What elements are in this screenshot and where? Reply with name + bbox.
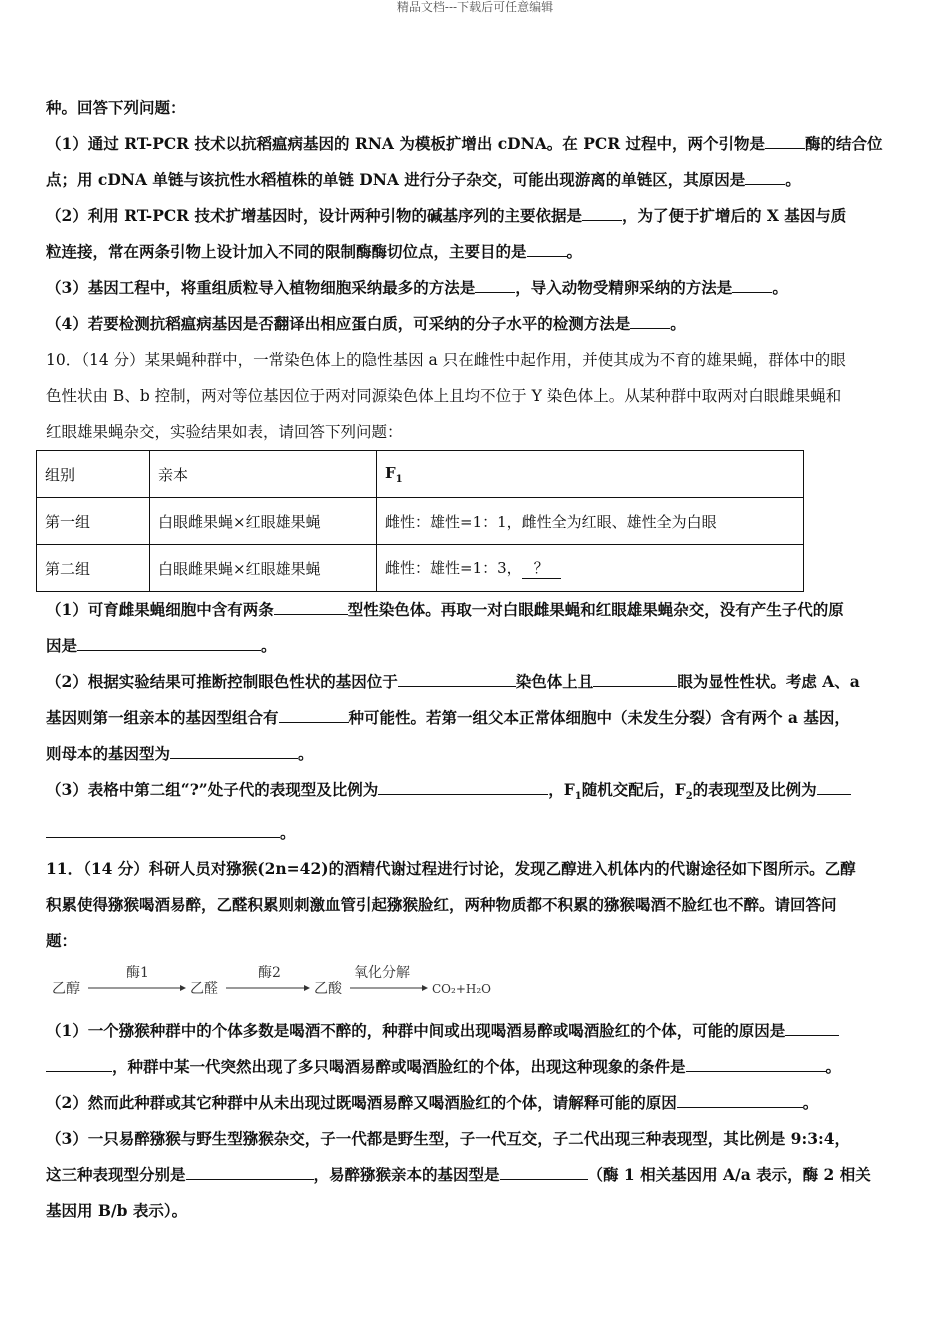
table-cell: 雌性：雄性=1：1，雌性全为红眼、雄性全为白眼 [377, 498, 804, 545]
q10-part3-cont: 。 [46, 815, 908, 851]
table-cell: 白眼雌果蝇×红眼雄果蝇 [150, 545, 377, 592]
page-header: 精品文档---下载后可任意编辑 [396, 0, 554, 14]
question-mark-blank: ？ [522, 557, 561, 579]
q10-part1: （1）可育雌果蝇细胞中含有两条 型性染色体。再取一对白眼雌果蝇和红眼雄果蝇杂交，没有产生子代的原 [46, 600, 844, 619]
pathway-label: 酶2 [258, 965, 281, 982]
table-row [37, 498, 804, 545]
pathway-node: CO₂+H₂O [432, 982, 491, 997]
q11-part3-cont: 这三种表现型分别是 ，易醉猕猴亲本的基因型是 （酶 1 相关基因用 A/a 表示，酶 2 相关 [46, 1165, 871, 1185]
q10-stem-3: 红眼雄果蝇杂交，实验结果如表，请回答下列问题： [46, 423, 403, 441]
pathway-node: 乙酸 [314, 981, 342, 998]
q10-part1-cont: 因是 。 [46, 636, 277, 655]
blank[interactable] [677, 1107, 803, 1108]
q11-part1: （1）一个猕猴种群中的个体多数是喝酒不醉的，种群中间或出现喝酒易醉或喝酒脸红的个体，可能的原因是 [46, 1013, 908, 1049]
table-header-cell: 亲本 [150, 451, 377, 498]
table-header-cell: 组别 [37, 451, 150, 498]
q9-part2: （2）利用 RT-PCR 技术扩增基因时，设计两种引物的碱基序列的主要依据是 ，为了便于扩增后的 X 基因与质 [46, 206, 847, 225]
q10-part2-cont: 基因则第一组亲本的基因型组合有 种可能性。若第一组父本正常体细胞中（未发生分裂）含有两个 a 基因， [46, 708, 850, 727]
table-cell: 第一组 [37, 498, 150, 545]
q9-part2-cont: 粒连接，常在两条引物上设计加入不同的限制酶酶切位点，主要目的是 。 [46, 242, 583, 261]
q11-part3: （3）一只易醉猕猴与野生型猕猴杂交，子一代都是野生型，子一代互交，子二代出现三种表现型，其比例是 9:3:4， [46, 1129, 850, 1149]
table-row [37, 545, 804, 592]
results-table [36, 450, 804, 592]
blank[interactable] [274, 614, 348, 615]
blank[interactable] [46, 1071, 112, 1072]
blank[interactable] [630, 328, 670, 329]
q10-part2: （2）根据实验结果可推断控制眼色性状的基因位于 染色体上且 眼为显性性状。考虑 A、a [46, 672, 860, 691]
pathway-label: 酶1 [126, 965, 149, 982]
table-cell: 第二组 [37, 545, 150, 592]
pathway-svg [52, 963, 492, 1003]
table-cell: 白眼雌果蝇×红眼雄果蝇 [150, 498, 377, 545]
q11-part2: （2）然而此种群或其它种群中从未出现过既喝酒易醉又喝酒脸红的个体，请解释可能的原因 。 [46, 1093, 819, 1113]
blank[interactable] [279, 722, 349, 723]
q9-part1-cont: 点；用 cDNA 单链与该抗性水稻植株的单链 DNA 进行分子杂交，可能出现游离的单链区，其原因是 。 [46, 170, 801, 189]
blank[interactable] [77, 650, 261, 651]
q9-part1: （1）通过 RT-PCR 技术以抗稻瘟病基因的 RNA 为模板扩增出 cDNA。在 PCR 过程中，两个引物是 酶的结合位 [46, 134, 883, 153]
blank[interactable] [785, 1035, 839, 1036]
blank[interactable] [500, 1179, 588, 1180]
blank[interactable] [593, 686, 677, 687]
document-body [46, 90, 908, 1229]
q10-stem: 10．（14 分）某果蝇种群中，一常染色体上的隐性基因 a 只在雌性中起作用，并使其成为不育的雄果蝇，群体中的眼 [46, 351, 846, 369]
blank[interactable] [817, 794, 851, 795]
q11-part3-cont2: 基因用 B/b 表示）。 [46, 1201, 188, 1221]
blank[interactable] [186, 1179, 314, 1180]
blank[interactable] [732, 292, 772, 293]
blank[interactable] [398, 686, 516, 687]
q10-part2-cont2: 则母本的基因型为 。 [46, 744, 314, 763]
q10-stem-2: 色性状由 B、b 控制，两对等位基因位于两对同源染色体上且均不位于 Y 染色体上。从某种群中取两对白眼雌果蝇和 [46, 387, 842, 405]
pathway-node: 乙醛 [190, 981, 218, 998]
pathway-label: 氧化分解 [354, 965, 410, 982]
table-header-row [37, 451, 804, 498]
blank[interactable] [765, 148, 805, 149]
q10-part3: （3）表格中第二组“?”处子代的表现型及比例为 ，$F_1$随机交配后，$F_2$的表现型及比例为 [46, 772, 908, 815]
line-intro: 种。回答下列问题： [46, 98, 186, 117]
blank[interactable] [475, 292, 515, 293]
blank[interactable] [745, 184, 785, 185]
table-header-cell: $F_1$ [377, 451, 804, 498]
q9-part4: （4）若要检测抗稻瘟病基因是否翻译出相应蛋白质，可采纳的分子水平的检测方法是 。 [46, 314, 686, 333]
pathway-node: 乙醇 [52, 981, 80, 998]
blank[interactable] [170, 758, 298, 759]
table-cell: 雌性：雄性=1：3， ？ [377, 545, 804, 592]
blank[interactable] [378, 794, 548, 795]
q11-part1-cont: ，种群中某一代突然出现了多只喝酒易醉或喝酒脸红的个体，出现这种现象的条件是 。 [46, 1049, 908, 1085]
q11-stem: 11．（14 分）科研人员对猕猴(2n=42)的酒精代谢过程进行讨论，发现乙醇进入机体内的代谢途径如下图所示。乙醇 [46, 859, 856, 879]
q11-stem-3: 题： [46, 931, 78, 951]
blank[interactable] [582, 220, 622, 221]
q9-part3: （3）基因工程中，将重组质粒导入植物细胞采纳最多的方法是 ，导入动物受精卵采纳的方法是 。 [46, 278, 788, 297]
metabolic-pathway-diagram [52, 963, 908, 1007]
blank[interactable] [46, 837, 280, 838]
q11-stem-2: 积累使得猕猴喝酒易醉，乙醛积累则刺激血管引起猕猴脸红，两种物质都不积累的猕猴喝酒不脸红也不醉。请回答问 [46, 895, 837, 915]
blank[interactable] [686, 1071, 826, 1072]
blank[interactable] [527, 256, 567, 257]
